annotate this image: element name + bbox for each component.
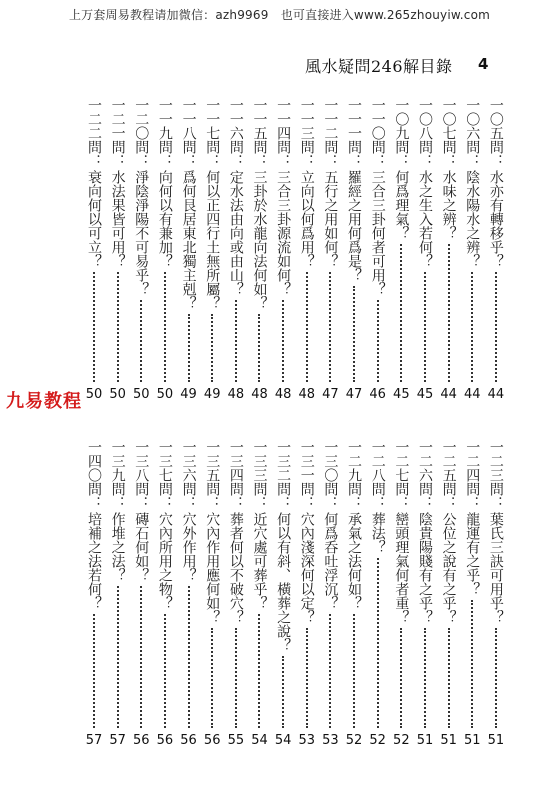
dot-leader: [495, 272, 497, 382]
toc-entry: [345, 98, 363, 402]
page-ref: 56: [180, 733, 197, 748]
toc-entry: [109, 98, 127, 402]
watermark-stamp: 九易教程: [6, 391, 82, 412]
toc-entry: [416, 440, 434, 748]
dot-leader: [329, 272, 331, 382]
page-ref: 50: [133, 387, 150, 402]
toc-entry: [227, 440, 245, 748]
question-number: 一三三問：: [251, 440, 268, 510]
dot-leader: [164, 614, 166, 728]
dot-leader: [140, 300, 142, 382]
question-title: 何爲呑吐浮沉？: [322, 512, 339, 610]
toc-entry: [180, 440, 198, 748]
dot-leader: [495, 628, 497, 728]
page-ref: 57: [109, 733, 126, 748]
toc-entry: [250, 98, 268, 402]
dot-leader: [353, 614, 355, 728]
question-number: 一二六問：: [416, 440, 433, 510]
question-title: 何以有斜、橫葬之說？: [275, 512, 292, 652]
dot-leader: [471, 272, 473, 382]
question-number: 一二二問：: [86, 98, 102, 168]
dot-leader: [235, 628, 237, 728]
toc-entry: [369, 98, 387, 402]
question-title: 穴內所用之物？: [156, 512, 173, 610]
question-number: 一二七問：: [393, 440, 410, 510]
question-title: 定水法由向或由山？: [227, 170, 244, 296]
dot-leader: [211, 314, 213, 382]
question-title: 穴內淺深何以定？: [298, 512, 315, 624]
question-number: 一〇七問：: [440, 98, 457, 168]
page-ref: 45: [393, 387, 410, 402]
page-title: 風水疑問246解目錄: [305, 57, 453, 76]
question-title: 穴內作用應何如？: [204, 512, 221, 624]
question-number: 一三六問：: [180, 440, 197, 510]
question-title: 巒頭理氣何者重？: [393, 512, 410, 624]
dot-leader: [448, 244, 450, 382]
page-ref: 47: [345, 387, 363, 402]
toc-entry: [392, 440, 410, 748]
page-ref: 50: [156, 387, 174, 402]
toc-entry: [274, 440, 292, 748]
question-number: 一三四問：: [227, 440, 244, 510]
question-title: 陰水陽水之辨？: [464, 170, 481, 268]
page-ref: 52: [345, 733, 363, 748]
question-title: 何以正四行土無所屬？: [204, 170, 221, 310]
toc-entry: [227, 98, 245, 402]
page-ref: 50: [85, 387, 103, 402]
toc-entry: [203, 440, 221, 748]
dot-leader: [424, 272, 426, 382]
dot-leader: [448, 628, 450, 728]
page-ref: 48: [298, 387, 316, 402]
question-title: 三卦於水龍向法何如？: [251, 170, 268, 310]
page-ref: 49: [203, 387, 221, 402]
question-number: 一一二問：: [322, 98, 339, 168]
toc-entry: [203, 98, 221, 402]
toc-entry: [156, 440, 174, 748]
page-ref: 47: [322, 387, 339, 402]
dot-leader: [306, 628, 308, 728]
page-ref: 51: [416, 733, 434, 748]
page-ref: 56: [203, 733, 221, 748]
page-number: 4: [478, 55, 489, 73]
page-ref: 51: [440, 733, 457, 748]
question-number: 一一五問：: [251, 98, 268, 168]
question-number: 一〇八問：: [416, 98, 433, 168]
page-ref: 46: [369, 387, 386, 402]
question-number: 一三二問：: [275, 440, 292, 510]
question-number: 一一六問：: [227, 98, 244, 168]
question-number: 一三九問：: [109, 440, 126, 510]
question-title: 葬法？: [369, 512, 386, 554]
question-number: 一二一問：: [109, 98, 126, 168]
page-ref: 55: [227, 733, 245, 748]
question-title: 陰貴陽賤有之乎？: [416, 512, 433, 624]
page-ref: 44: [440, 387, 457, 402]
question-number: 一二三問：: [487, 440, 504, 510]
toc-entry: [298, 98, 316, 402]
toc-entry: [487, 98, 505, 402]
toc-entry: [321, 440, 339, 748]
question-title: 水法果皆可用？: [109, 170, 126, 268]
question-number: 一四〇問：: [86, 440, 102, 510]
toc-entry: [156, 98, 174, 402]
page-ref: 51: [463, 733, 481, 748]
question-title: 向何以有兼加？: [156, 170, 173, 268]
dot-leader: [164, 272, 166, 382]
question-number: 一一三問：: [298, 98, 315, 168]
question-title: 穴外作用？: [180, 512, 197, 582]
question-number: 一〇九問：: [393, 98, 410, 168]
toc-entry: [85, 98, 103, 402]
question-title: 爲何艮居東北獨主剋？: [180, 170, 197, 310]
watermark-text: 上万套周易教程请加微信：azh9969 也可直接进入www.265zhouyiw.com: [68, 8, 491, 22]
toc-entry: [463, 440, 481, 748]
page-ref: 44: [463, 387, 481, 402]
question-number: 一一七問：: [204, 98, 221, 168]
toc-upper-block: [85, 98, 505, 402]
question-title: 水亦有轉移乎？: [487, 170, 504, 268]
question-title: 水味之辨？: [440, 170, 457, 240]
toc-entry: [463, 98, 481, 402]
toc-entry: [109, 440, 127, 748]
dot-leader: [400, 244, 402, 382]
toc-entry: [369, 440, 387, 748]
page-ref: 49: [180, 387, 197, 402]
toc-entry: [440, 440, 458, 748]
question-title: 羅經之用何爲是？: [346, 170, 363, 282]
question-number: 一〇六問：: [464, 98, 481, 168]
page-ref: 56: [156, 733, 174, 748]
toc-entry: [487, 440, 505, 748]
dot-leader: [258, 614, 260, 728]
question-title: 水之生入若何？: [416, 170, 433, 268]
toc-entry: [416, 98, 434, 402]
page-ref: 48: [227, 387, 245, 402]
dot-leader: [258, 314, 260, 382]
question-title: 作堆之法？: [109, 512, 126, 582]
question-title: 公位之說有之乎？: [440, 512, 457, 624]
dot-leader: [117, 586, 119, 728]
dot-leader: [471, 600, 473, 728]
toc-entry: [132, 440, 150, 748]
question-title: 近穴處可葬乎？: [251, 512, 268, 610]
dot-leader: [377, 558, 379, 728]
question-title: 培補之法若何？: [86, 512, 102, 610]
dot-leader: [140, 586, 142, 728]
question-title: 三合三卦源流如何？: [275, 170, 292, 296]
toc-entry: [440, 98, 458, 402]
question-number: 一二五問：: [440, 440, 457, 510]
dot-leader: [211, 628, 213, 728]
toc-entry: [321, 98, 339, 402]
question-title: 衰向何以可立？: [86, 170, 102, 268]
question-number: 一二四問：: [464, 440, 481, 510]
dot-leader: [424, 628, 426, 728]
page-ref: 44: [487, 387, 505, 402]
page-ref: 53: [298, 733, 316, 748]
page-ref: 57: [85, 733, 103, 748]
dot-leader: [93, 614, 95, 728]
toc-entry: [345, 440, 363, 748]
dot-leader: [188, 586, 190, 728]
question-title: 淨陰淨陽不可易乎？: [133, 170, 150, 296]
question-title: 三合三卦何者可用？: [369, 170, 386, 296]
question-title: 何爲理氣？: [393, 170, 410, 240]
page-ref: 48: [251, 387, 268, 402]
page-ref: 52: [393, 733, 410, 748]
question-number: 一〇五問：: [487, 98, 504, 168]
page-ref: 53: [322, 733, 339, 748]
toc-entry: [250, 440, 268, 748]
dot-leader: [188, 314, 190, 382]
dot-leader: [400, 628, 402, 728]
question-title: 葉氏三訣可用乎？: [487, 512, 504, 624]
toc-entry: [132, 98, 150, 402]
question-title: 承氣之法何如？: [346, 512, 363, 610]
question-title: 磚石何如？: [133, 512, 150, 582]
page-ref: 48: [274, 387, 292, 402]
question-number: 一二〇問：: [133, 98, 150, 168]
question-number: 一二九問：: [346, 440, 363, 510]
dot-leader: [235, 300, 237, 382]
dot-leader: [306, 272, 308, 382]
toc-lower-block: [85, 440, 505, 748]
question-number: 一三〇問：: [322, 440, 339, 510]
toc-entry: [274, 98, 292, 402]
dot-leader: [117, 272, 119, 382]
question-number: 一一八問：: [180, 98, 197, 168]
page-ref: 45: [416, 387, 434, 402]
question-number: 一三八問：: [133, 440, 150, 510]
question-number: 一三七問：: [156, 440, 173, 510]
question-number: 一二八問：: [369, 440, 386, 510]
page-ref: 56: [133, 733, 150, 748]
page-ref: 54: [274, 733, 292, 748]
dot-leader: [282, 656, 284, 728]
question-number: 一三五問：: [204, 440, 221, 510]
dot-leader: [353, 286, 355, 382]
question-title: 葬者何以不破穴？: [227, 512, 244, 624]
question-title: 立向以何爲用？: [298, 170, 315, 268]
question-number: 一一四問：: [275, 98, 292, 168]
question-number: 一三一問：: [298, 440, 315, 510]
dot-leader: [377, 300, 379, 382]
question-number: 一一〇問：: [369, 98, 386, 168]
dot-leader: [282, 300, 284, 382]
question-title: 五行之用如何？: [322, 170, 339, 268]
page-ref: 50: [109, 387, 126, 402]
dot-leader: [329, 614, 331, 728]
page-ref: 54: [251, 733, 268, 748]
question-number: 一一一問：: [346, 98, 363, 168]
question-number: 一一九問：: [156, 98, 173, 168]
toc-entry: [392, 98, 410, 402]
toc-entry: [298, 440, 316, 748]
question-title: 龍運有之乎？: [464, 512, 481, 596]
toc-entry: [85, 440, 103, 748]
page-ref: 52: [369, 733, 386, 748]
dot-leader: [93, 272, 95, 382]
toc-entry: [180, 98, 198, 402]
page-ref: 51: [487, 733, 505, 748]
